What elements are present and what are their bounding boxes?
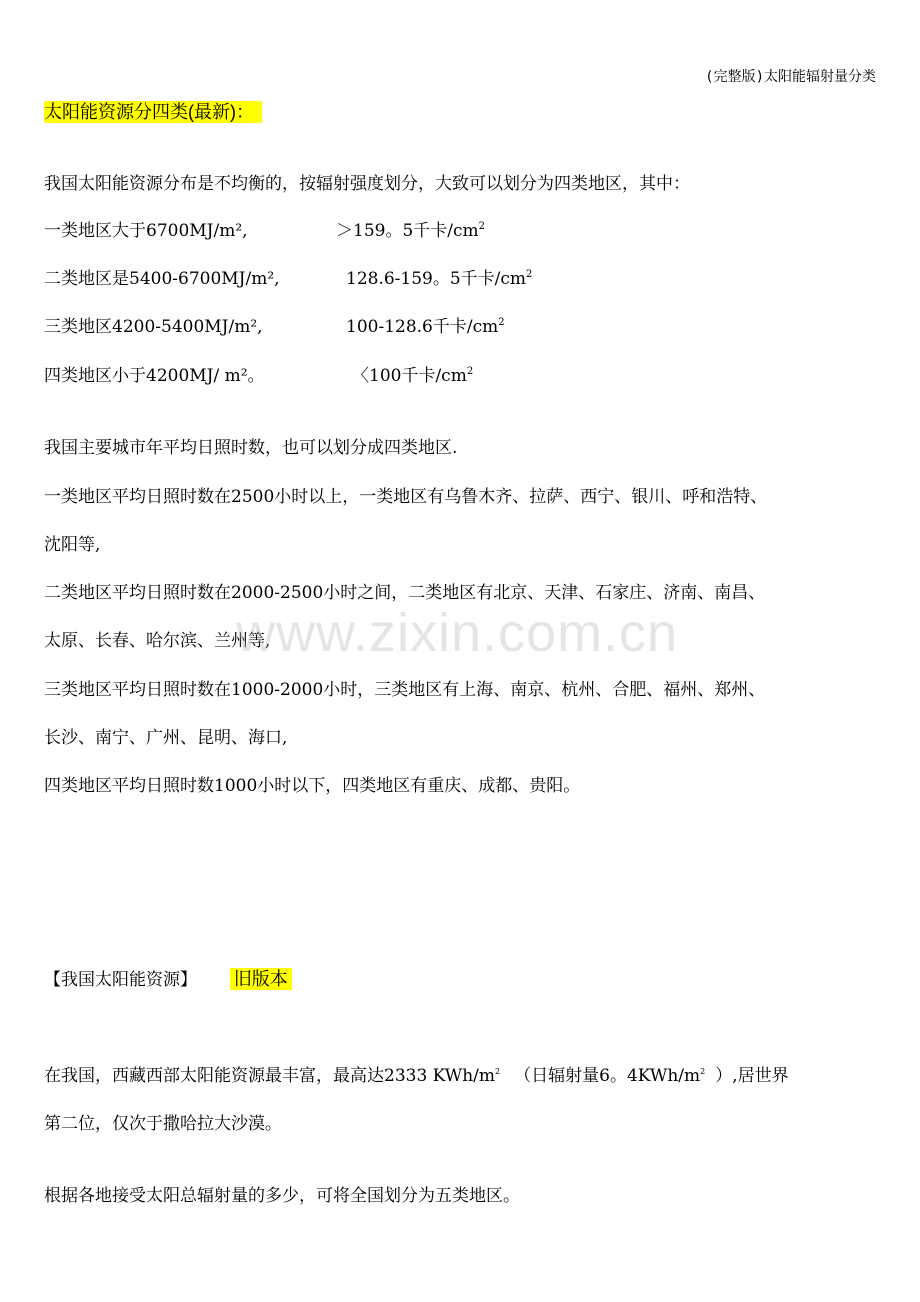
sunshine-line-3: 二类地区平均日照时数在2000-2500小时之间，二类地区有北京、天津、石家庄、济南、南昌、 — [44, 583, 766, 603]
class-row-3-left: 三类地区4200-5400MJ/m², — [44, 317, 263, 337]
class-row-1-right: ＞159。5千卡$/cm^2$ — [336, 221, 486, 241]
class-row-3 — [44, 316, 505, 338]
sunshine-line-2: 沈阳等, — [44, 535, 101, 555]
class-row-2-right: 128.6-159。5千卡$/cm^2$ — [346, 269, 533, 289]
sunshine-line-6: 长沙、南宁、广州、昆明、海口, — [44, 728, 288, 748]
class-row-4-left: 四类地区小于4200MJ/ m²。 — [44, 366, 265, 386]
section1-intro: 我国太阳能资源分布是不均衡的，按辐射强度划分，大致可以划分为四类地区，其中： — [44, 174, 690, 194]
section2-para1-line2: 第二位，仅次于撒哈拉大沙漠。 — [44, 1114, 282, 1134]
section2-para2: 根据各地接受太阳总辐射量的多少，可将全国划分为五类地区。 — [44, 1186, 520, 1206]
class-row-4 — [44, 365, 474, 387]
sunshine-line-7: 四类地区平均日照时数1000小时以下，四类地区有重庆、成都、贵阳。 — [44, 776, 581, 796]
class-row-1 — [44, 220, 486, 242]
class-row-4-right: 〈100千卡$/cm^2$ — [352, 366, 474, 386]
class-row-2-left: 二类地区是5400-6700MJ/m², — [44, 269, 280, 289]
page-header: (完整版)太阳能辐射量分类 — [705, 69, 876, 85]
section1-heading: 太阳能资源分四类(最新)： — [44, 101, 262, 123]
sunshine-line-5: 三类地区平均日照时数在1000-2000小时，三类地区有上海、南京、杭州、合肥、福州、郑州、 — [44, 680, 766, 700]
class-row-3-right: 100-128.6千卡$/cm^2$ — [346, 317, 505, 337]
class-row-2 — [44, 268, 533, 290]
section2-heading: 【我国太阳能资源】 — [44, 970, 197, 990]
sunshine-line-4: 太原、长春、哈尔滨、兰州等, — [44, 631, 271, 651]
sunshine-line-1: 一类地区平均日照时数在2500小时以上，一类地区有乌鲁木齐、拉萨、西宁、银川、呼和浩特、 — [44, 487, 768, 507]
watermark: www.zixin.com.cn — [236, 603, 679, 663]
section2-para1-line1: 在我国，西藏西部太阳能资源最丰富，最高达2333 KWh/$m^2$ （日辐射量6。$4KWh/m^2$ ）,居世界 — [44, 1066, 789, 1086]
old-version-tag: 旧版本 — [230, 968, 292, 990]
section2-heading-line — [44, 968, 292, 991]
section1-heading-line — [44, 101, 262, 124]
sunshine-intro: 我国主要城市年平均日照时数，也可以划分成四类地区. — [44, 438, 458, 458]
class-row-1-left: 一类地区大于6700MJ/m², — [44, 221, 248, 241]
